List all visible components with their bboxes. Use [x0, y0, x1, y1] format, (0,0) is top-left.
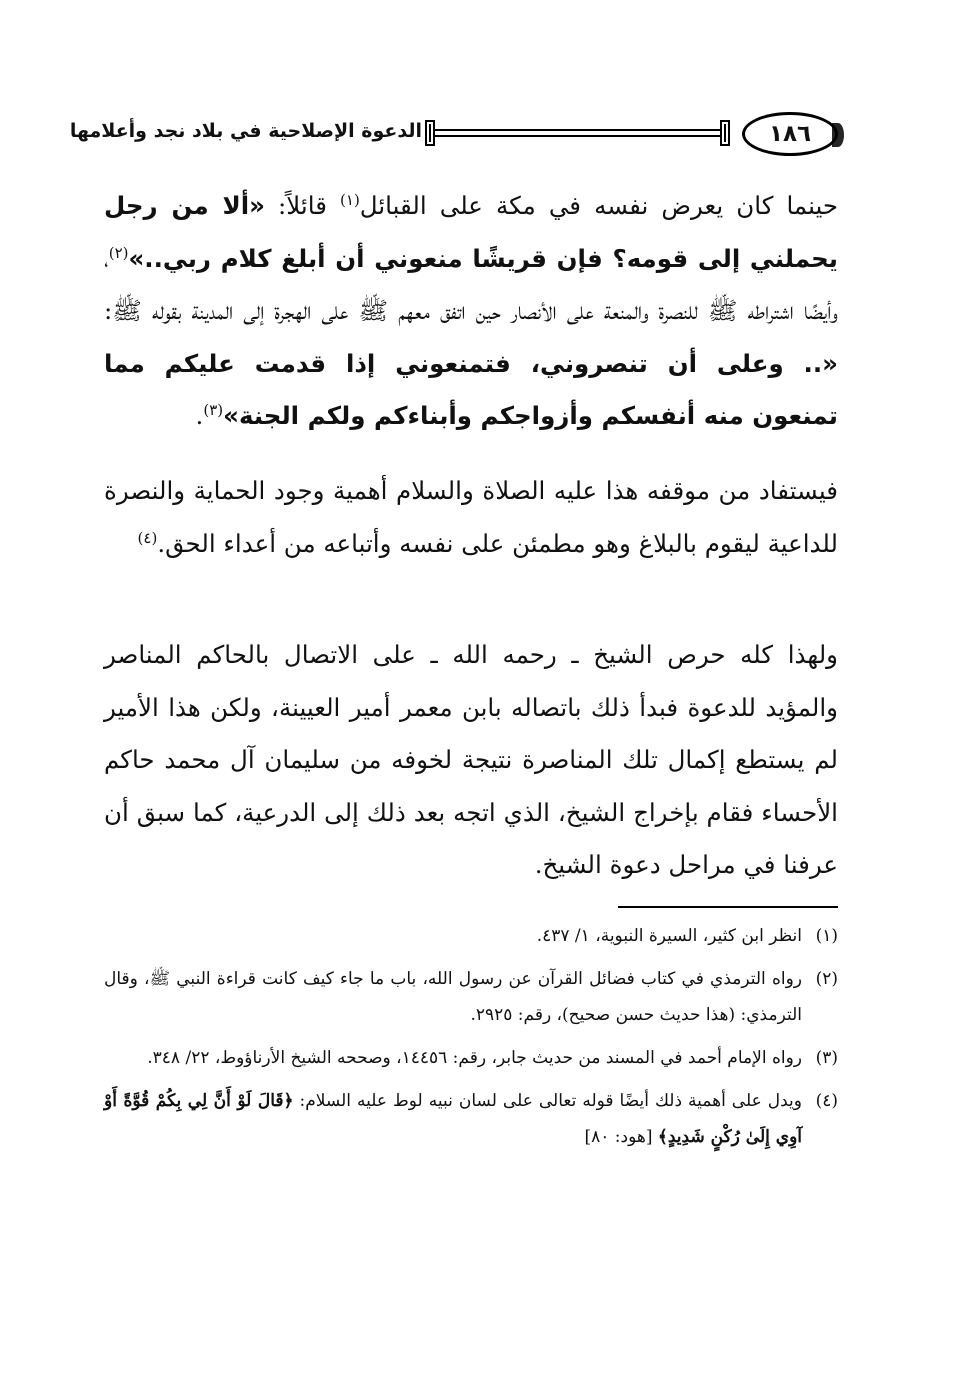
paragraph-3: [104, 629, 838, 892]
footnote-text: انظر ابن كثير، السيرة النبوية، ١/ ٤٣٧.: [536, 926, 802, 946]
footnote-text: ويدل على أهمية ذلك أيضًا قوله تعالى على لسان نبيه لوط عليه السلام:: [293, 1091, 802, 1111]
footnote-number: (٤): [815, 1091, 838, 1111]
page-number: ١٨٦: [742, 112, 838, 156]
text-segment: قائلاً:: [264, 191, 341, 220]
header-ornament-rule: [425, 120, 730, 146]
book-title: الدعوة الإصلاحية في بلاد نجد وأعلامها: [69, 120, 422, 142]
text-segment: فيستفاد من موقفه هذا عليه الصلاة والسلام أهمية وجود الحماية والنصرة للداعية ليقوم بالبلاغ وهو مطمئن على نفسه وأتباعه من أعداء الحق.: [104, 476, 838, 558]
footnote-ref: (٢): [108, 243, 129, 262]
footnote-4: [104, 1083, 838, 1155]
hadith-quote: «ألا من رجل يحملني إلى قومه؟ فإن قريشًا منعوني أن أبلغ كلام ربي..»: [104, 191, 838, 273]
text-segment: ، وأيضًا اشتراطه ﷺ للنصرة والمنعة على الأنصار حين اتفق معهم ﷺ على الهجرة إلى المدينة بقوله ﷺ:: [104, 243, 838, 325]
footnote-ref: (١): [340, 190, 360, 209]
footnote-number: (٣): [815, 1048, 838, 1068]
footnote-number: (١): [815, 926, 838, 946]
paragraph-2: [104, 465, 838, 570]
page-header: [69, 112, 838, 158]
footnote-2: [104, 961, 838, 1033]
footnote-ref: (٣): [203, 400, 224, 419]
quran-verse: ﴿قَالَ لَوْ أَنَّ لِي بِكُمْ قُوَّةً أَوْ آوِي إِلَىٰ رُكْنٍ شَدِيدٍ﴾: [104, 1091, 802, 1147]
footnotes: [104, 918, 838, 1162]
footnote-text: رواه الإمام أحمد في المسند من حديث جابر، رقم: ١٤٤٥٦، وصححه الشيخ الأرناؤوط، ٢٢/ ٣٤٨.: [147, 1048, 802, 1068]
verse-reference: [هود: ٨٠]: [584, 1127, 658, 1147]
footnote-text: رواه الترمذي في كتاب فضائل القرآن عن رسول الله، باب ما جاء كيف كانت قراءة النبي ﷺ، وقال الترمذي: (هذا حديث حسن صحيح)، رقم: ٢٩٢٥.: [104, 969, 802, 1025]
hadith-quote: «.. وعلى أن تنصروني، فتمنعوني إذا قدمت عليكم مما تمنعون منه أنفسكم وأزواجكم وأبناءكم ولكم الجنة»: [104, 348, 838, 430]
footnote-separator: [618, 906, 838, 908]
footnote-3: [104, 1040, 838, 1076]
rule-end-left: [425, 120, 435, 146]
text-segment: حينما كان يعرض نفسه في مكة على القبائل: [359, 191, 838, 220]
rule-end-right: [720, 120, 730, 146]
text-segment: ولهذا كله حرص الشيخ ـ رحمه الله ـ على الاتصال بالحاكم المناصر والمؤيد للدعوة فبدأ ذلك باتصاله بابن معمر أمير العيينة، ولكن هذا الأمير لم يستطع إكمال تلك المناصرة نتيجة لخوفه من سليمان آل محمد حاكم الأحساء فقام بإخراج الشيخ، الذي اتجه بعد ذلك إلى الدرعية، كما سبق أن عرفنا في مراحل دعوة الشيخ.: [104, 640, 838, 879]
footnote-ref: (٤): [137, 528, 158, 547]
footnote-1: [104, 918, 838, 954]
paragraph-1: [104, 180, 838, 443]
text-segment: .: [195, 401, 204, 430]
footnote-number: (٢): [815, 969, 838, 989]
